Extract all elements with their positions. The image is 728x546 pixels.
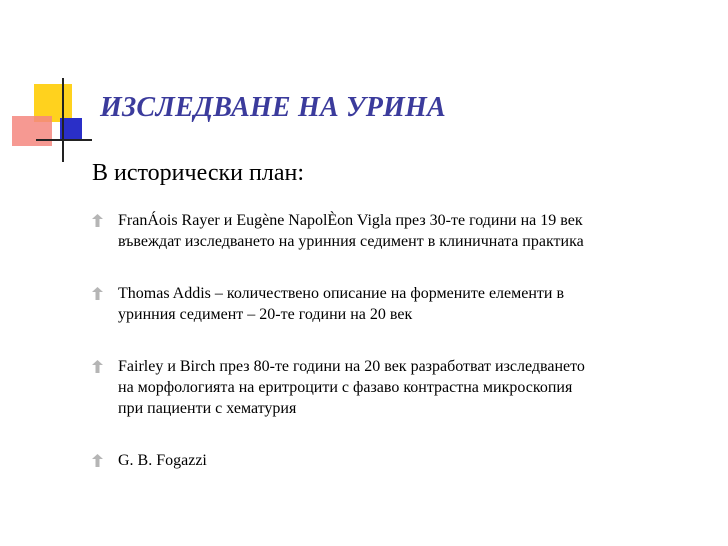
decor-vertical-line xyxy=(62,78,64,162)
list-item-line: въвеждат изследването на уринния седимент в клиничната практика xyxy=(118,233,584,250)
list-item xyxy=(92,210,722,252)
decor-red-square xyxy=(12,116,52,146)
bullet-arrow-icon xyxy=(92,287,103,300)
slide-subtitle: В исторически план: xyxy=(92,160,304,186)
slide-title: ИЗСЛЕДВАНЕ НА УРИНА xyxy=(100,92,446,123)
bullet-list xyxy=(92,210,722,502)
bullet-arrow-icon xyxy=(92,454,103,467)
bullet-arrow-icon xyxy=(92,214,103,227)
list-item-line: на морфологията на еритроцити с фазаво контрастна микроскопия xyxy=(118,379,573,396)
list-item xyxy=(92,356,722,419)
bullet-arrow-icon xyxy=(92,360,103,373)
decor-horizontal-line xyxy=(36,139,92,141)
list-item-line: уринния седимент – 20-те години на 20 век xyxy=(118,306,413,323)
list-item-line: Thomas Addis – количествено описание на формените елементи в xyxy=(118,285,565,302)
list-item xyxy=(92,450,722,471)
list-item-line: G. B. Fogazzi xyxy=(118,452,207,469)
list-item-line: при пациенти с хематурия xyxy=(118,400,297,417)
list-item-line: Fairley и Birch през 80-те години на 20 век разработват изследването xyxy=(118,358,585,375)
list-item xyxy=(92,283,722,325)
list-item-line: FranÁois Rayer и Eugène NapolÈon Vigla през 30-те години на 19 век xyxy=(118,212,583,229)
